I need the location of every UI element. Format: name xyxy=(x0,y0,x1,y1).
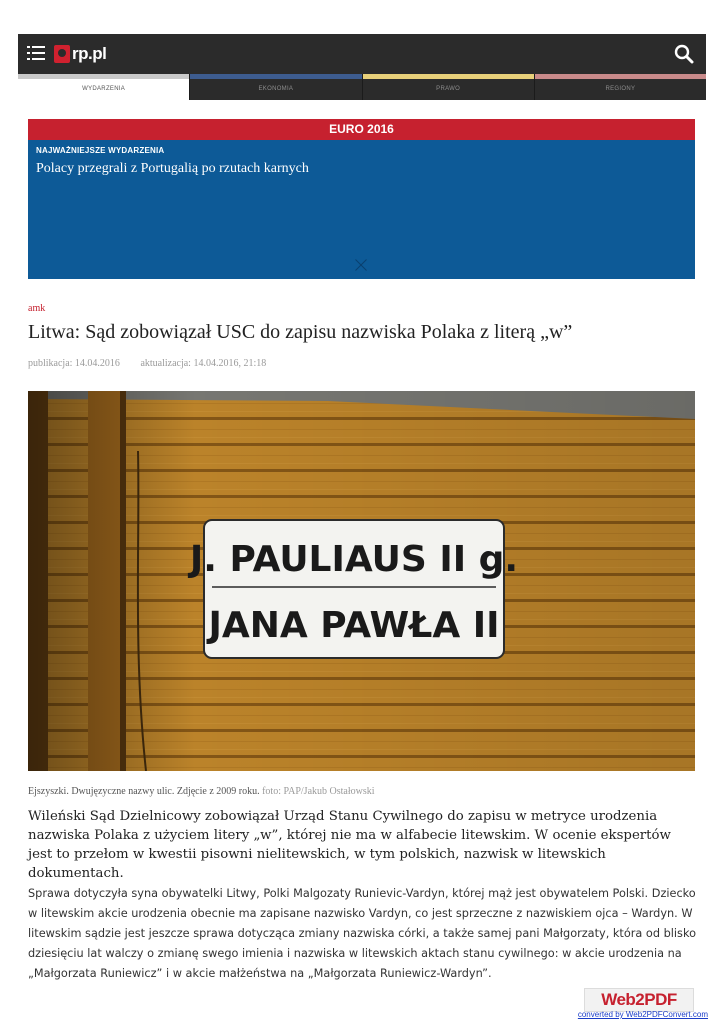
watermark-badge xyxy=(568,988,718,1020)
article-lead: Wileński Sąd Dzielnicowy zobowiązał Urząd Stanu Cywilnego do zapisu w metryce urodzenia nazwiska Polaka z użyciem litery „w”, której nie ma w alfabecie litewskim. W ocenie ekspertów jest to przełom w kwestii pisowni nielitewskich, w tym polskich, nazwisk w litewskich dokumentach. xyxy=(28,809,671,881)
section-tabs xyxy=(18,74,706,100)
logo-text: rp.pl xyxy=(72,44,107,63)
tab-ekonomia[interactable] xyxy=(189,74,361,100)
logo-mark-icon xyxy=(54,45,70,63)
sign-line-2: JANA PAWŁA II xyxy=(208,605,500,646)
site-logo[interactable] xyxy=(54,43,106,65)
published-date: publikacja: 14.04.2016 xyxy=(28,358,120,369)
photo-credit: foto: PAP/Jakub Ostałowski xyxy=(262,786,375,797)
updated-date: aktualizacja: 14.04.2016, 21:18 xyxy=(140,358,267,369)
article-body: Sprawa dotyczyła syna obywatelki Litwy, Polki Malgozaty Runievic-Vardyn, której mąż jest obywatelem Polski. Dziecko w litewskim akcie urodzenia obecnie ma zapisane nazwisko Vardyn, co jest sprzeczne z nazwiskiem ojca – Wardyn. W litewskim sądzie jest jeszcze sprawa dotycząca zmiany nazwiska córki, a także samej pani Małgorzaty, która od blisko dziesięciu lat walczy o zmianę swego imienia i nazwiska w litewskich aktach stanu cywilnego: w akcie urodzenia na „Małgorzata Runiewicz” i w akcie małżeństwa na „Małgorzata Runiewicz-Wardyn”. xyxy=(28,887,696,980)
top-navigation-bar xyxy=(18,34,706,74)
tab-label: REGIONY xyxy=(605,86,636,92)
tab-regiony[interactable] xyxy=(534,74,706,100)
euro-news-box xyxy=(28,119,695,279)
tab-label: PRAWO xyxy=(436,86,461,92)
tab-stripe xyxy=(363,74,534,79)
tab-wydarzenia[interactable] xyxy=(18,74,189,100)
tab-stripe xyxy=(535,74,706,79)
tab-label: EKONOMIA xyxy=(258,86,294,92)
street-sign-photo xyxy=(28,391,695,771)
euro-title[interactable]: EURO 2016 xyxy=(28,119,695,140)
euro-section-label: NAJWAŻNIEJSZE WYDARZENIA xyxy=(36,146,165,155)
euro-headline-link[interactable]: Polacy przegrali z Portugalią po rzutach karnych xyxy=(36,161,309,176)
tab-prawo[interactable] xyxy=(362,74,534,100)
article-dates xyxy=(28,358,284,369)
tab-stripe xyxy=(18,74,189,79)
photo-caption xyxy=(28,786,375,797)
tab-stripe xyxy=(190,74,361,79)
converter-link[interactable]: converted by Web2PDFConvert.com xyxy=(577,1010,708,1019)
web2pdf-logo: Web2PDF xyxy=(584,988,694,1012)
tab-label: WYDARZENIA xyxy=(82,86,126,92)
article-title: Litwa: Sąd zobowiązał USC do zapisu nazwiska Polaka z literą „w” xyxy=(28,321,573,343)
article-category[interactable]: amk xyxy=(28,303,46,314)
caption-text: Ejszyszki. Dwujęzyczne nazwy ulic. Zdjęcie z 2009 roku. xyxy=(28,786,260,797)
search-icon[interactable] xyxy=(674,44,694,64)
article-photo xyxy=(28,391,695,771)
close-icon[interactable] xyxy=(355,259,367,271)
menu-icon[interactable] xyxy=(27,46,45,60)
sign-line-1: J. PAULIAUS II g. xyxy=(189,539,519,580)
